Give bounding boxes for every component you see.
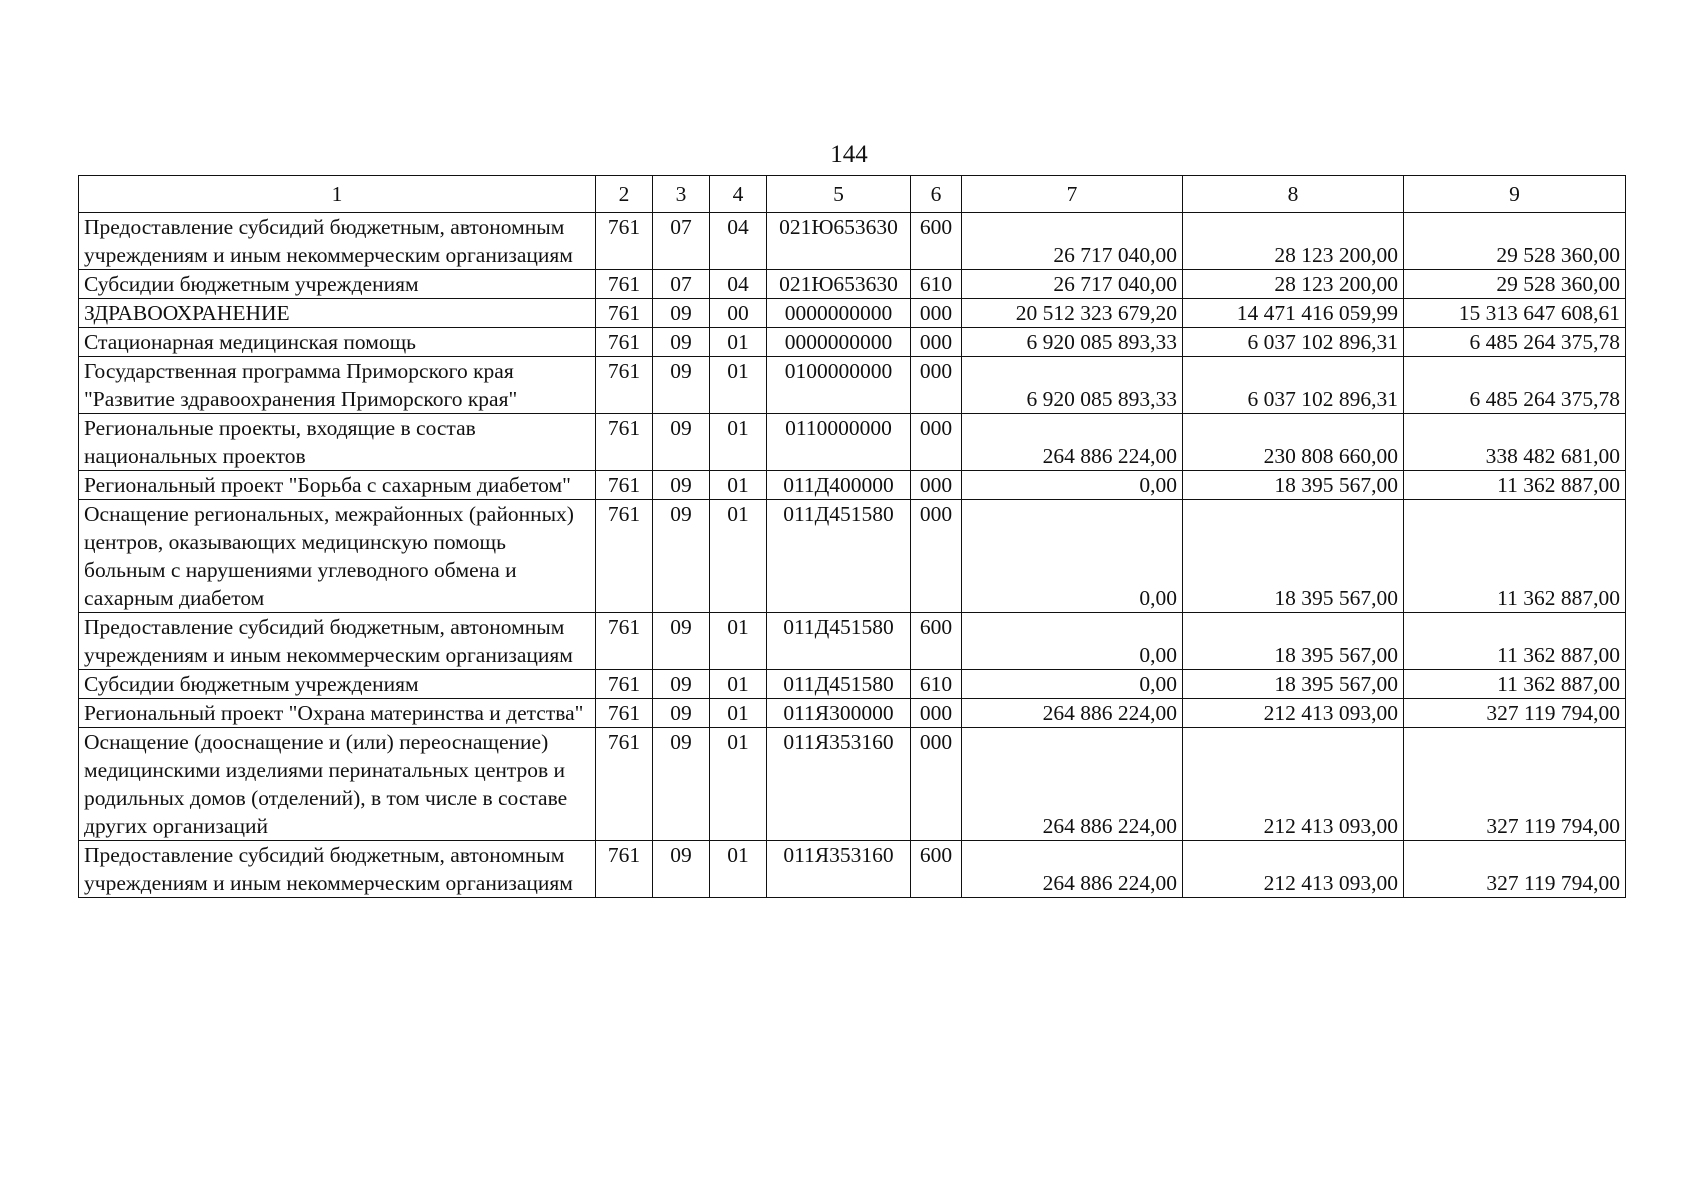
code-cell: 761 <box>596 728 653 841</box>
code-cell: 01 <box>710 670 767 699</box>
code-cell: 761 <box>596 414 653 471</box>
amount-cell: 28 123 200,00 <box>1183 270 1404 299</box>
table-row <box>79 328 1626 357</box>
table-row <box>79 471 1626 500</box>
amount-cell: 230 808 660,00 <box>1183 414 1404 471</box>
code-cell: 021Ю653630 <box>767 270 911 299</box>
amount-cell: 338 482 681,00 <box>1404 414 1626 471</box>
code-cell: 09 <box>653 728 710 841</box>
code-cell: 011Я353160 <box>767 841 911 898</box>
code-cell: 09 <box>653 328 710 357</box>
code-cell: 01 <box>710 613 767 670</box>
code-cell: 09 <box>653 613 710 670</box>
code-cell: 00 <box>710 299 767 328</box>
amount-cell: 6 485 264 375,78 <box>1404 357 1626 414</box>
amount-cell: 20 512 323 679,20 <box>962 299 1183 328</box>
amount-cell: 212 413 093,00 <box>1183 841 1404 898</box>
row-name: Предоставление субсидий бюджетным, автономным учреждениям и иным некоммерческим организациям <box>79 613 596 670</box>
amount-cell: 18 395 567,00 <box>1183 613 1404 670</box>
code-cell: 610 <box>911 270 962 299</box>
code-cell: 610 <box>911 670 962 699</box>
amount-cell: 6 037 102 896,31 <box>1183 328 1404 357</box>
row-name: Оснащение региональных, межрайонных (районных) центров, оказывающих медицинскую помощь больным с нарушениями углеводного обмена и сахарным диабетом <box>79 500 596 613</box>
amount-cell: 18 395 567,00 <box>1183 471 1404 500</box>
header-row <box>79 176 1626 213</box>
code-cell: 01 <box>710 699 767 728</box>
amount-cell: 0,00 <box>962 471 1183 500</box>
table-row <box>79 270 1626 299</box>
column-header: 7 <box>962 176 1183 213</box>
code-cell: 09 <box>653 670 710 699</box>
code-cell: 0000000000 <box>767 328 911 357</box>
amount-cell: 11 362 887,00 <box>1404 471 1626 500</box>
amount-cell: 11 362 887,00 <box>1404 670 1626 699</box>
row-name: Субсидии бюджетным учреждениям <box>79 670 596 699</box>
amount-cell: 26 717 040,00 <box>962 270 1183 299</box>
table-row <box>79 613 1626 670</box>
code-cell: 01 <box>710 357 767 414</box>
code-cell: 01 <box>710 841 767 898</box>
row-name: ЗДРАВООХРАНЕНИЕ <box>79 299 596 328</box>
code-cell: 011Я353160 <box>767 728 911 841</box>
column-header: 8 <box>1183 176 1404 213</box>
code-cell: 011Д400000 <box>767 471 911 500</box>
code-cell: 761 <box>596 213 653 270</box>
amount-cell: 264 886 224,00 <box>962 699 1183 728</box>
code-cell: 761 <box>596 328 653 357</box>
row-name: Государственная программа Приморского края "Развитие здравоохранения Приморского края" <box>79 357 596 414</box>
code-cell: 09 <box>653 357 710 414</box>
row-name: Региональные проекты, входящие в состав национальных проектов <box>79 414 596 471</box>
code-cell: 000 <box>911 328 962 357</box>
code-cell: 021Ю653630 <box>767 213 911 270</box>
amount-cell: 6 920 085 893,33 <box>962 328 1183 357</box>
code-cell: 000 <box>911 699 962 728</box>
table-row <box>79 728 1626 841</box>
column-header: 6 <box>911 176 962 213</box>
column-header: 2 <box>596 176 653 213</box>
amount-cell: 14 471 416 059,99 <box>1183 299 1404 328</box>
code-cell: 761 <box>596 500 653 613</box>
table-row <box>79 414 1626 471</box>
amount-cell: 18 395 567,00 <box>1183 500 1404 613</box>
amount-cell: 11 362 887,00 <box>1404 613 1626 670</box>
table-row <box>79 500 1626 613</box>
code-cell: 09 <box>653 699 710 728</box>
code-cell: 01 <box>710 471 767 500</box>
table-row <box>79 357 1626 414</box>
amount-cell: 327 119 794,00 <box>1404 841 1626 898</box>
amount-cell: 6 485 264 375,78 <box>1404 328 1626 357</box>
code-cell: 011Я300000 <box>767 699 911 728</box>
row-name: Предоставление субсидий бюджетным, автономным учреждениям и иным некоммерческим организациям <box>79 841 596 898</box>
code-cell: 000 <box>911 471 962 500</box>
code-cell: 011Д451580 <box>767 613 911 670</box>
code-cell: 000 <box>911 357 962 414</box>
code-cell: 01 <box>710 414 767 471</box>
code-cell: 01 <box>710 500 767 613</box>
row-name: Региональный проект "Охрана материнства и детства" <box>79 699 596 728</box>
code-cell: 761 <box>596 699 653 728</box>
code-cell: 761 <box>596 357 653 414</box>
column-header: 1 <box>79 176 596 213</box>
amount-cell: 11 362 887,00 <box>1404 500 1626 613</box>
amount-cell: 6 920 085 893,33 <box>962 357 1183 414</box>
code-cell: 01 <box>710 728 767 841</box>
code-cell: 011Д451580 <box>767 670 911 699</box>
column-header: 4 <box>710 176 767 213</box>
code-cell: 000 <box>911 414 962 471</box>
table-row <box>79 299 1626 328</box>
column-header: 5 <box>767 176 911 213</box>
code-cell: 09 <box>653 471 710 500</box>
amount-cell: 0,00 <box>962 670 1183 699</box>
code-cell: 600 <box>911 213 962 270</box>
amount-cell: 0,00 <box>962 500 1183 613</box>
budget-table <box>78 175 1626 898</box>
table-row <box>79 670 1626 699</box>
code-cell: 04 <box>710 270 767 299</box>
row-name: Оснащение (дооснащение и (или) переоснащение) медицинскими изделиями перинатальных центров и родильных домов (отделений), в том числе в составе других организаций <box>79 728 596 841</box>
amount-cell: 18 395 567,00 <box>1183 670 1404 699</box>
amount-cell: 15 313 647 608,61 <box>1404 299 1626 328</box>
amount-cell: 212 413 093,00 <box>1183 699 1404 728</box>
code-cell: 04 <box>710 213 767 270</box>
amount-cell: 264 886 224,00 <box>962 841 1183 898</box>
code-cell: 09 <box>653 299 710 328</box>
code-cell: 761 <box>596 613 653 670</box>
amount-cell: 28 123 200,00 <box>1183 213 1404 270</box>
page-number: 144 <box>830 141 868 168</box>
code-cell: 761 <box>596 270 653 299</box>
amount-cell: 264 886 224,00 <box>962 728 1183 841</box>
amount-cell: 327 119 794,00 <box>1404 728 1626 841</box>
amount-cell: 0,00 <box>962 613 1183 670</box>
amount-cell: 327 119 794,00 <box>1404 699 1626 728</box>
table-row <box>79 213 1626 270</box>
code-cell: 000 <box>911 299 962 328</box>
code-cell: 011Д451580 <box>767 500 911 613</box>
amount-cell: 26 717 040,00 <box>962 213 1183 270</box>
code-cell: 761 <box>596 299 653 328</box>
code-cell: 761 <box>596 471 653 500</box>
code-cell: 0110000000 <box>767 414 911 471</box>
table-row <box>79 841 1626 898</box>
code-cell: 0000000000 <box>767 299 911 328</box>
row-name: Региональный проект "Борьба с сахарным диабетом" <box>79 471 596 500</box>
code-cell: 07 <box>653 270 710 299</box>
amount-cell: 264 886 224,00 <box>962 414 1183 471</box>
column-header: 3 <box>653 176 710 213</box>
amount-cell: 29 528 360,00 <box>1404 270 1626 299</box>
row-name: Предоставление субсидий бюджетным, автономным учреждениям и иным некоммерческим организациям <box>79 213 596 270</box>
amount-cell: 212 413 093,00 <box>1183 728 1404 841</box>
row-name: Стационарная медицинская помощь <box>79 328 596 357</box>
column-header: 9 <box>1404 176 1626 213</box>
code-cell: 0100000000 <box>767 357 911 414</box>
amount-cell: 29 528 360,00 <box>1404 213 1626 270</box>
code-cell: 09 <box>653 500 710 613</box>
code-cell: 600 <box>911 613 962 670</box>
code-cell: 600 <box>911 841 962 898</box>
code-cell: 761 <box>596 670 653 699</box>
row-name: Субсидии бюджетным учреждениям <box>79 270 596 299</box>
code-cell: 761 <box>596 841 653 898</box>
table-row <box>79 699 1626 728</box>
code-cell: 09 <box>653 414 710 471</box>
code-cell: 09 <box>653 841 710 898</box>
code-cell: 000 <box>911 728 962 841</box>
amount-cell: 6 037 102 896,31 <box>1183 357 1404 414</box>
code-cell: 000 <box>911 500 962 613</box>
code-cell: 01 <box>710 328 767 357</box>
code-cell: 07 <box>653 213 710 270</box>
